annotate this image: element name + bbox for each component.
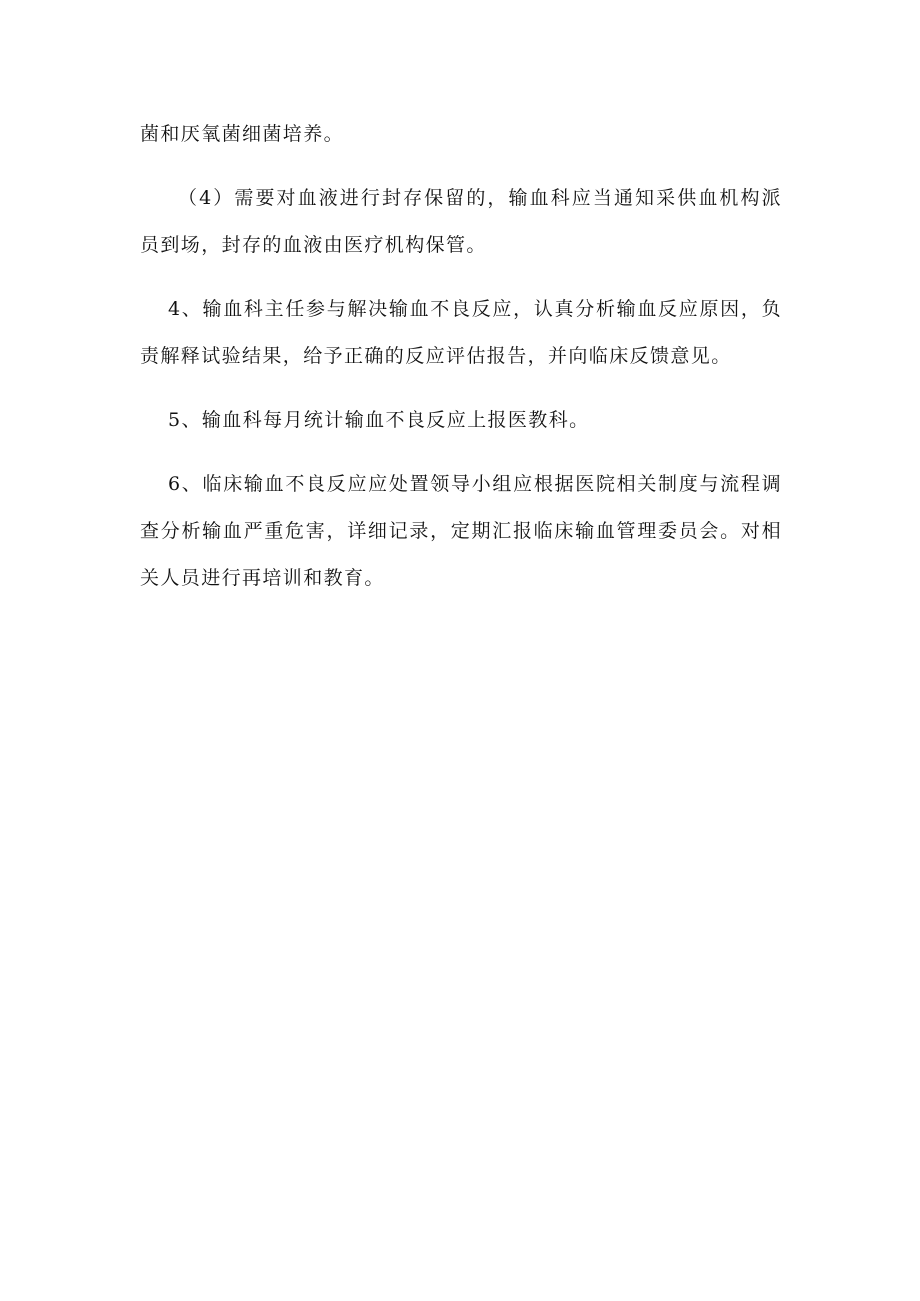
paragraph-item-4: 4、输血科主任参与解决输血不良反应，认真分析输血反应原因，负责解释试验结果，给予正确的反应评估报告，并向临床反馈意见。: [140, 298, 782, 367]
paragraph-continuation: 菌和厌氧菌细菌培养。: [140, 123, 345, 145]
paragraph-item-6: 6、临床输血不良反应应处置领导小组应根据医院相关制度与流程调查分析输血严重危害，详细记录，定期汇报临床输血管理委员会。对相关人员进行再培训和教育。: [140, 473, 782, 589]
paragraph-item-5: 5、输血科每月统计输血不良反应上报医教科。: [168, 409, 590, 431]
document-body: [140, 111, 782, 619]
paragraph-item-4-sub: （4）需要对血液进行封存保留的，输血科应当通知采供血机构派员到场，封存的血液由医疗机构保管。: [140, 187, 782, 256]
